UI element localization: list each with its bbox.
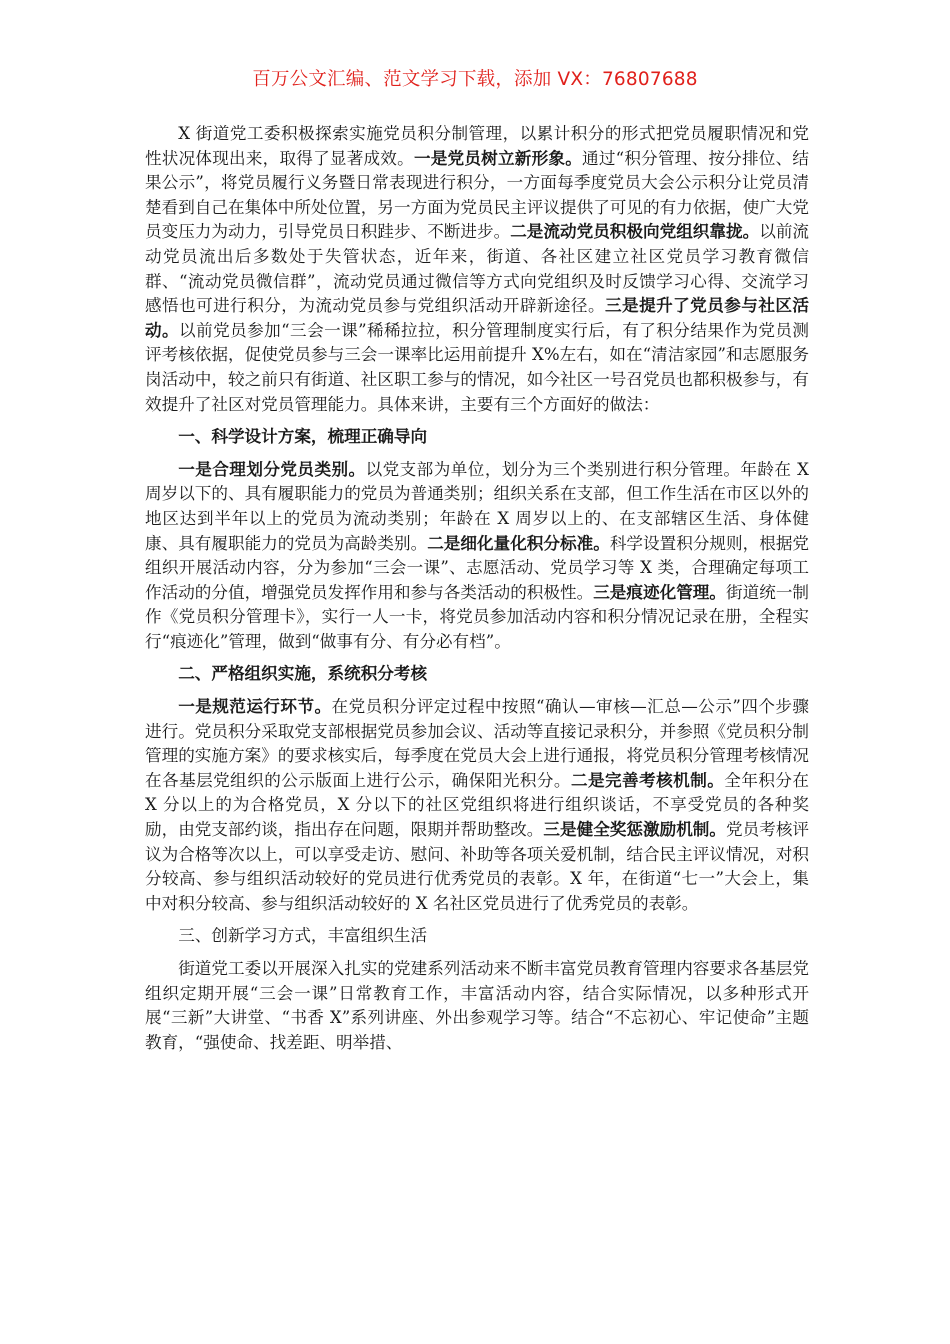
section-1-text-1: 以党支部为单位，划分为三个类别进行积分管理。年龄在 X 周岁以下的、具有履职能力的党员为普通类别；组织关系在支部，但工作生活在市区以外的地区达到半年以上的党员为流动类别；年龄在 X 周岁以上的、在支部辖区生活、身体健康、具有履职能力的党员为高龄类别。: [145, 459, 809, 553]
section-2-point-1: 一是规范运行环节。: [178, 697, 332, 717]
section-2-point-3: 三是健全奖惩激励机制。: [543, 820, 727, 840]
section-2-text-3: 党员考核评议为合格等次以上，可以享受走访、慰问、补助等各项关爱机制，结合民主评议情况，对积分较高、参与组织活动较好的党员进行优秀党员的表彰。X 年，在街道“七一”大会上，集中对积分较高、参与组织活动较好的 X 名社区党员进行了优秀党员的表彰。: [145, 820, 810, 913]
intro-point-3: 三是提升了党员参与社区活动。: [145, 296, 810, 340]
intro-paragraph: [145, 122, 809, 417]
section-3-heading: 三、创新学习方式，丰富组织生活: [178, 926, 428, 946]
intro-text-3: 以前流动党员流出后多数处于失管状态，近年来，街道、各社区建立社区党员学习教育微信群、“流动党员微信群”，流动党员通过微信等方式向党组织及时反馈学习心得、交流学习感悟也可进行积分，为流动党员参与党组织活动开辟新途径。: [145, 222, 810, 316]
section-1-text-2: 科学设置积分规则，根据党组织开展活动内容，分为参加“三会一课”、志愿活动、党员学习等 X 类，合理确定每项工作活动的分值，增强党员发挥作用和参与各类活动的积极性。: [145, 533, 810, 602]
section-2-paragraph: [145, 695, 809, 916]
section-3-paragraph: [145, 957, 809, 1055]
section-1-point-2: 二是细化量化积分标准。: [427, 533, 610, 553]
intro-point-2: 二是流动党员积极向党组织靠拢。: [510, 222, 760, 242]
section-2-text-1: 在党员积分评定过程中按照“确认—审核—汇总—公示”四个步骤进行。党员积分采取党支部根据党员参加会议、活动等直接记录积分，并参照《党员积分制管理的实施方案》的要求核实后，每季度在党员大会上进行通报，将党员积分管理考核情况在各基层党组织的公示版面上进行公示，确保阳光积分。: [145, 697, 810, 790]
intro-text-4: 以前党员参加“三会一课”稀稀拉拉，积分管理制度实行后，有了积分结果作为党员测评考核依据，促使党员参与三会一课率比运用前提升 X%左右，如在“清洁家园”和志愿服务岗活动中，较之前只有街道、社区职工参与的情况，如今社区一号召党员也都积极参与，有效提升了社区对党员管理能力。具体来讲，主要有三个方面好的做法：: [145, 320, 810, 414]
section-2-point-2: 二是完善考核机制。: [570, 770, 725, 790]
intro-text-2: 通过“积分管理、按分排位、结果公示”，将党员履行义务暨日常表现进行积分，一方面每季度党员大会公示积分让党员清楚看到自己在集体中所处位置，另一方面为党员民主评议提供了可见的有力依据，使广大党员变压力为动力，引导党员日积跬步、不断进步。: [145, 148, 810, 242]
section-1-text-3: 街道统一制作《党员积分管理卡》，实行一人一卡，将党员参加活动内容和积分情况记录在册，全程实行“痕迹化”管理，做到“做事有分、有分必有档”。: [145, 582, 810, 651]
document-body: [145, 122, 809, 1055]
intro-point-1: 一是党员树立新形象。: [413, 148, 583, 168]
section-1-paragraph: [145, 458, 809, 655]
download-banner: 百万公文汇编、范文学习下载，添加 VX：76807688: [252, 69, 698, 90]
section-1-point-3: 三是痕迹化管理。: [593, 582, 727, 602]
section-1-point-1: 一是合理划分党员类别。: [178, 459, 366, 479]
section-2-text-2: 全年积分在 X 分以上的为合格党员，X 分以下的社区党组织将进行组织谈话，不享受党员的各种奖励，由党支部约谈，指出存在问题，限期并帮助整改。: [145, 770, 810, 840]
section-2-heading: 二、严格组织实施，系统积分考核: [178, 664, 428, 684]
intro-text-1: X 街道党工委积极探索实施党员积分制管理，以累计积分的形式把党员履职情况和党性状况体现出来，取得了显著成效。: [145, 124, 809, 168]
section-3-text-1: 街道党工委以开展深入扎实的党建系列活动来不断丰富党员教育管理内容要求各基层党组织定期开展“三会一课”日常教育工作，丰富活动内容，结合实际情况，以多种形式开展“三新”大讲堂、“书香 X”系列讲座、外出参观学习等。结合“不忘初心、牢记使命”主题教育，“强使命、找差距、明举措、: [145, 959, 809, 1052]
section-1-heading: 一、科学设计方案，梳理正确导向: [178, 427, 428, 447]
